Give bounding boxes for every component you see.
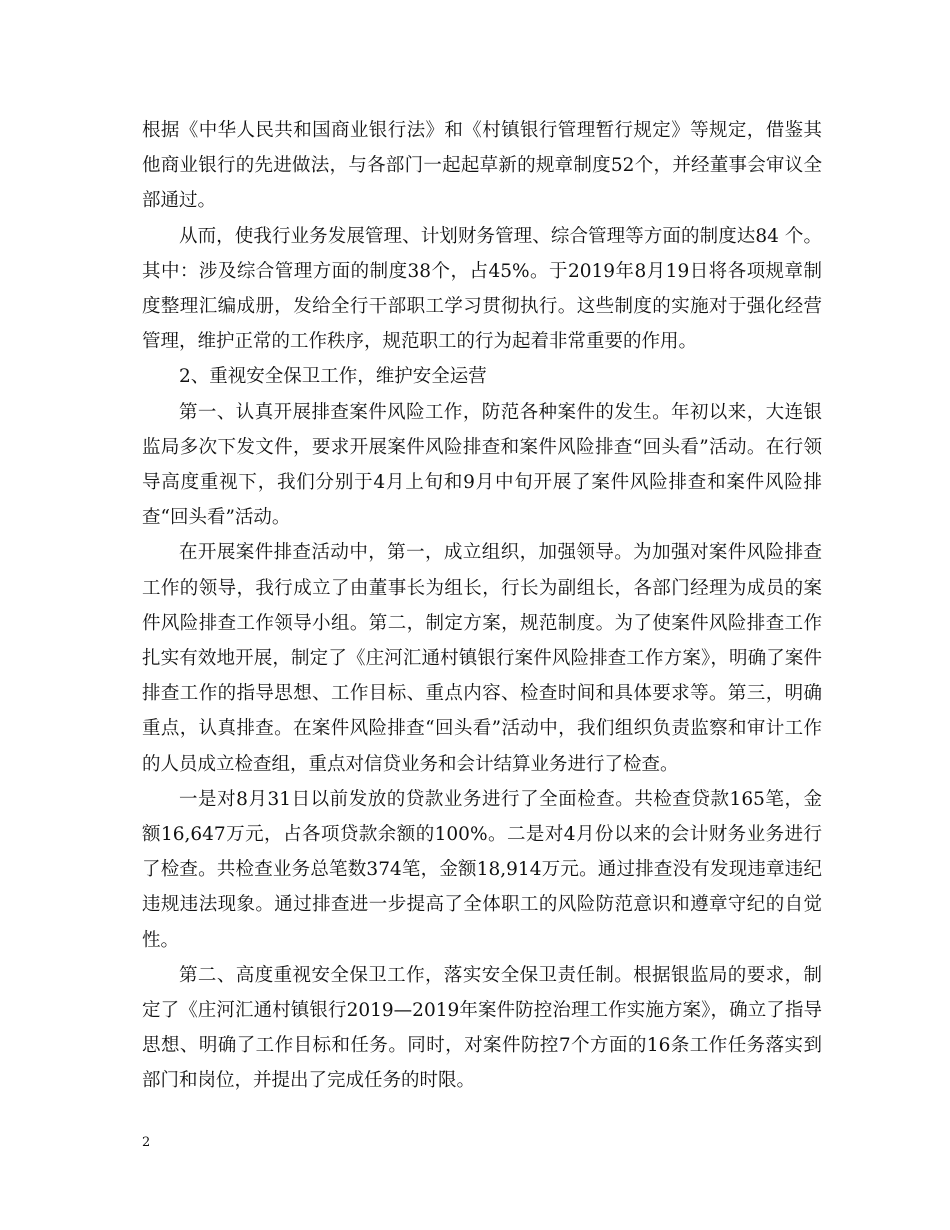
paragraph-regulations-count: 从而，使我行业务发展管理、计划财务管理、综合管理等方面的制度达84 个。其中：涉及综合管理方面的制度38个，占45%。于2019年8月19日将各项规章制度整理汇编成册，发给全行干部职工学习贯彻执行。这些制度的实施对于强化经营管理，维护正常的工作秩序，规范职工的行为起着非常重要的作用。 (142, 225, 822, 353)
paragraph-security-responsibility: 第二、高度重视安全保卫工作，落实安全保卫责任制。根据银监局的要求，制定了《庄河汇通村镇银行2019—2019年案件防控治理工作实施方案》，确立了指导思想、明确了工作目标和任务。同时，对案件防控7个方面的16条工作任务落实到部门和岗位，并提出了完成任务的时限。 (142, 964, 822, 1092)
paragraph-investigation-activities: 在开展案件排查活动中，第一，成立组织，加强领导。为加强对案件风险排查工作的领导，我行成立了由董事长为组长，行长为副组长，各部门经理为成员的案件风险排查工作领导小组。第二，制定方案，规范制度。为了使案件风险排查工作扎实有效地开展，制定了《庄河汇通村镇银行案件风险排查工作方案》，明确了案件排查工作的指导思想、工作目标、重点内容、检查时间和具体要求等。第三，明确重点，认真排查。在案件风险排查“回头看”活动中，我们组织负责监察和审计工作的人员成立检查组，重点对信贷业务和会计结算业务进行了检查。 (142, 542, 822, 775)
section-heading-security: 2、重视安全保卫工作，维护安全运营 (179, 366, 487, 388)
paragraph-continued: 根据《中华人民共和国商业银行法》和《村镇银行管理暂行规定》等规定，借鉴其他商业银行的先进做法，与各部门一起起草新的规章制度52个，并经董事会审议全部通过。 (142, 120, 822, 212)
paragraph-loan-inspection: 一是对8月31日以前发放的贷款业务进行了全面检查。共检查贷款165笔，金额16,647万元，占各项贷款余额的100%。二是对4月份以来的会计财务业务进行了检查。共检查业务总笔数374笔，金额18,914万元。通过排查没有发现违章违纪违规违法现象。通过排查进一步提高了全体职工的风险防范意识和遵章守纪的自觉性。 (142, 788, 822, 951)
paragraph-risk-investigation: 第一、认真开展排查案件风险工作，防范各种案件的发生。年初以来，大连银监局多次下发文件，要求开展案件风险排查和案件风险排查“回头看”活动。在行领导高度重视下，我们分别于4月上旬和9月中旬开展了案件风险排查和案件风险排查“回头看”活动。 (142, 401, 822, 529)
document-body (142, 113, 822, 1099)
page-number: 2 (142, 1135, 151, 1150)
